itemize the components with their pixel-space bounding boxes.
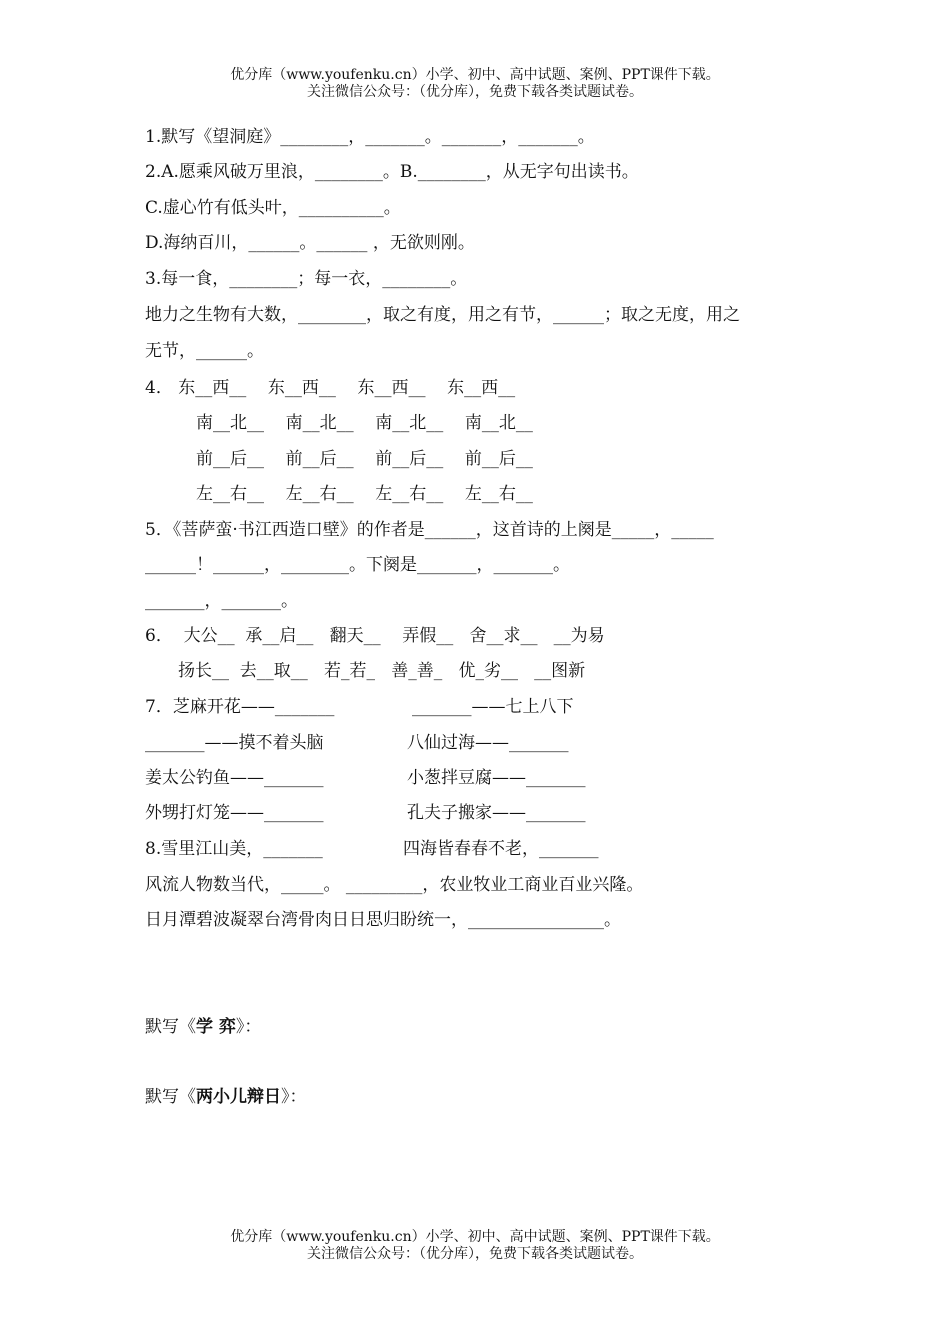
question-7-row-1-left: 7．芝麻开花——_______ (145, 697, 335, 717)
header-line-2: 关注微信公众号：（优分库），免费下载各类试题试卷。 (307, 84, 643, 100)
question-5c: _______，_______。 (145, 591, 298, 611)
dictation-liangxiaoer-prefix: 默写《 (145, 1087, 196, 1107)
question-8-row-1-left: 8.雪里江山美，_______ (145, 839, 323, 859)
question-7-row-3-right: 小葱拌豆腐——_______ (407, 768, 586, 788)
page-footer (0, 1229, 950, 1263)
dictation-xueyi-suffix: 》： (235, 1017, 262, 1037)
question-8-row-1-right: 四海皆春春不老，_______ (403, 839, 599, 859)
dictation-xueyi (145, 1016, 261, 1038)
question-4-row-1: 4． 东__西__ 东__西__ 东__西__ 东__西__ (145, 378, 516, 398)
question-7-row-4-right: 孔夫子搬家——_______ (407, 803, 586, 823)
question-7-row-3-left: 姜太公钓鱼——_______ (145, 768, 324, 788)
dictation-liangxiaoer (145, 1086, 307, 1108)
question-5a: 5．《菩萨蛮·书江西造口壁》的作者是______，这首诗的上阕是_____，_____ (145, 520, 714, 540)
question-3c: 无节，______。 (145, 341, 264, 361)
footer-line-1: 优分库（www.youfenku.cn）小学、初中、高中试题、案例、PPT课件下载。 (230, 1229, 720, 1245)
question-4-row-3: 前__后__ 前__后__ 前__后__ 前__后__ (196, 449, 533, 469)
header-line-1: 优分库（www.youfenku.cn）小学、初中、高中试题、案例、PPT课件下载。 (230, 67, 720, 83)
question-2a: 2.A.愿乘风破万里浪，________。B.________，从无字句出读书。 (145, 162, 639, 182)
question-5b: ______！______，________。下阕是_______，_______。 (145, 555, 570, 575)
question-3a: 3.每一食，________；每一衣，________。 (145, 269, 468, 289)
question-1: 1.默写《望洞庭》________，_______。_______，_______。 (145, 127, 595, 147)
question-2d: D.海纳百川，______。______ ，无欲则刚。 (145, 233, 475, 253)
page-header (0, 67, 950, 101)
dictation-xueyi-prefix: 默写《 (145, 1017, 196, 1037)
footer-line-2: 关注微信公众号：（优分库），免费下载各类试题试卷。 (307, 1246, 643, 1262)
question-6b: 扬长__ 去__取__ 若_若_ 善_善_ 优_劣__ __图新 (178, 661, 586, 681)
question-7-row-2-left: _______——摸不着头脑 (145, 733, 324, 753)
dictation-liangxiaoer-title: 两小儿辩日 (196, 1087, 281, 1107)
question-4-row-4: 左__右__ 左__右__ 左__右__ 左__右__ (196, 484, 533, 504)
dictation-liangxiaoer-suffix: 》： (281, 1087, 307, 1107)
question-3b: 地力之生物有大数，________，取之有度，用之有节，______；取之无度，用之 (145, 305, 740, 325)
question-2c: C.虚心竹有低头叶，__________。 (145, 198, 401, 218)
question-4-row-2: 南__北__ 南__北__ 南__北__ 南__北__ (196, 413, 533, 433)
question-8-row-2: 风流人物数当代，_____。 _________，农业牧业工商业百业兴隆。 (145, 875, 644, 895)
question-8-row-3: 日月潭碧波凝翠台湾骨肉日日思归盼统一，________________。 (145, 910, 621, 930)
question-7-row-1-right: _______——七上八下 (412, 697, 574, 717)
dictation-xueyi-title: 学 弈 (196, 1017, 236, 1037)
question-7-row-4-left: 外甥打灯笼——_______ (145, 803, 324, 823)
question-7-row-2-right: 八仙过海——_______ (407, 733, 569, 753)
question-6a: 6． 大公__ 承__启__ 翻天__ 弄假__ 舍__求__ __为易 (145, 626, 605, 646)
